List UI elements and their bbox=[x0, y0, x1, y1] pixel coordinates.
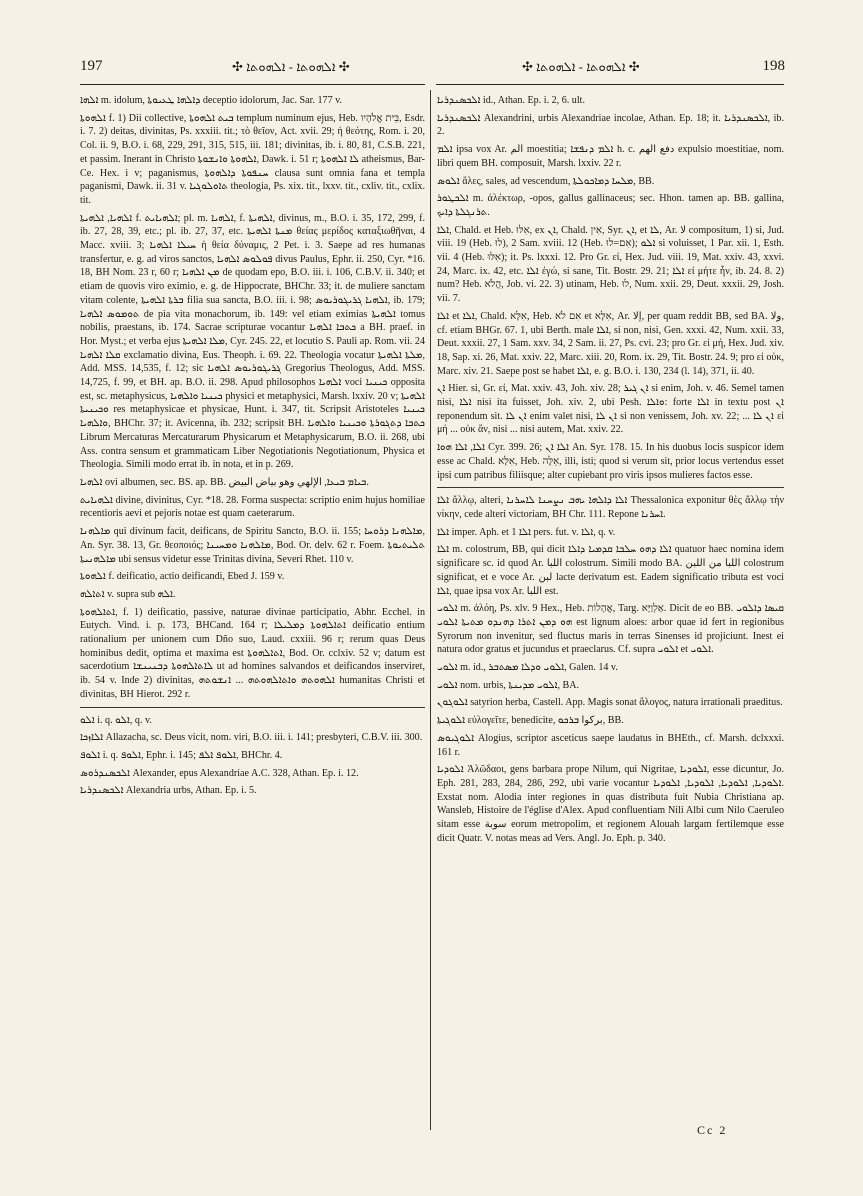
dictionary-entry: ܐܠܐ m. colostrum, BB, qui dicit ܐܠܐ ܕܗܘ ܚܠܒܐ ܩܕܡܝܐ ܕܐܠܐ quatuor haec nomina idem significare sc. id quod Ar. اللبا colostrum. Simili modo BA. اللبا من اللبن colostrum significat, et e voce Ar. لبن lacte derivatum est. Eadem significatio tributa est voci ܐܠܐ, quae ipsa vox Ar. اللبا est. bbox=[437, 544, 784, 597]
running-head-left: ✣ ܐܠܗܘܬܐ - ܐܠܗܘܬܐ ✣ bbox=[232, 59, 350, 74]
dictionary-entry: ܐܠܐ imper. Aph. et ܐܠܐ 1 pers. fut. v. ܐܠܐ, q. v. bbox=[437, 526, 616, 538]
page-number-right: 198 bbox=[762, 58, 785, 74]
dictionary-entry: ܐܠܘ i. q. ܐܠܘ, q. v. bbox=[80, 714, 152, 726]
dictionary-entry: ܐܠܡ ipsa vox Ar. الم moestitia; ܐܠܡ ܕܢܦܫܐ h. c. دفع الهم expulsio moestitiae, nom. libri quem BH. composuit, Marsh. lxxiv. 22 r. bbox=[437, 144, 784, 169]
dictionary-entry: ܐܠܘܦ i. q. ܐܠܘܦ, Ephr. i. 145; ܐܠܘܦ ܐܠܦ, BHChr. 4. bbox=[80, 749, 283, 761]
dictionary-entry: ܐܠܟܛܘܪ m. ἀλέκτωρ, -opos, gallus gallinaceus; sec. Hhon. tamen ap. BB. gallina, ܬܪܢܓܠܬܐ ܕܐܝܟ. bbox=[437, 193, 784, 218]
dictionary-entry: ܐܠܐ, Chald. et Heb. אִלּוּ, ex ܐܢ, Chald. אִין, Syr. ܐܢ, et ܠܐ, Ar. لا compositum, 1) si, Jud. viii. 19 (Heb. לוּ), 2 Sam. xviii. 12 (Heb. אִם=לוּ); ܐܠܘ si voluisset, 1 Par. xii. 1, Esth. vii. 4 (Heb. אִלּוּ); it. Ps. lxxxi. 12. Pro Gr. εἰ, Hex. Jud. viii. 19, Mat. xxiv. 43, xxvi. 24, Marc. ix. 42, etc. ܐܠܐ ἐγώ, si sane, Tit. Bostr. 29. 21; ܐܠܐ εἰ μήτε ἦν, ib. 24. 8. 2) num? Heb. הֲלֹא, Job. vi. 22. 3) utinam, Heb. לוּ, Num. xxii. 29, Deut. xxxii. 29, Josh. vii. 7. bbox=[437, 224, 784, 305]
dictionary-entry: ܡܐܠܗܢܐ qui divinum facit, deificans, de Spiritu Sancto, B.O. ii. 155; ܡܐܠܗܢܐ ܕܪܘܚܐ, An. Syr. 38. 13, Gr. θεοποιός; ܡܐܠܗܢܐ ܘܡܚܝܢܐ, Bod. Or. delv. 62 r. Foem. ܬܠܝܬܝܘܬܐ ܡܐܠܗܢܝܬܐ ubi sensus videtur esse Trinitas divina, Severi Rhet. 110 v. bbox=[80, 526, 425, 565]
dictionary-entry: ܐܠܟܣܢܕܪܝܐ Alexandria urbs, Athan. Ep. i. 5. bbox=[80, 785, 257, 797]
dictionary-entry: ܐܠܗܘܬܐ f. deificatio, actio deificandi, Ebed J. 159 v. bbox=[80, 571, 285, 583]
dictionary-entry: ܐܠܟܣܢܕܪܘܣ Alexander, epus Alexandriae A.C. 328, Athan. Ep. i. 12. bbox=[80, 767, 359, 779]
dictionary-entry: ܐܠܘܓܘܢ satyrion herba, Castell. App. Magis sonat ἄλογος, natura irrationali praeditus. bbox=[437, 697, 783, 709]
dictionary-entry: ܐܠܗܝܐ ovi albumen, sec. BS. ap. BB. ܒܝܐܡ ܒܝܥܐ, الإلهي وهو بياض البيض. bbox=[80, 476, 369, 488]
dictionary-entry: ܐܠܘܝ nom. urbis, ܐܠܘܝ ܡܕܝܢܬܐ, BA. bbox=[437, 679, 580, 691]
dictionary-entry: ܐܠܐ ἄλλῳ, alteri, ܐܠܐ ܕܐܠܗܐ ܝܗܒ ܢܨܚܢܐ ܠܐܚܪܢܐ Thessalonica exponitur θὲς ἄλλῳ τὴν νίκην, cede alteri victoriam, BH Chr. 111. Repone ܐܚܪܢܐ. bbox=[437, 495, 784, 520]
header-rule-left bbox=[80, 84, 425, 85]
dictionary-entry: ܐܠܐ, ܐܠܐ ܗܘܐ Cyr. 399. 26; ܐܠܐ ܐܢ An. Syr. 178. 15. In his duobus locis suspicor idem esse ac Chald. אִלָּא, Heb. אֵלֶּה, illi, isti; quod si verum sit, prior locus vertendus esset ipsi cum patribus filiisque; alter cupiebant pro viris ipsos mulieres factos esse. bbox=[437, 442, 784, 481]
dictionary-entry: ܐܬܐܠܗܘܬܐ, f. 1) deificatio, passive, naturae divinae participatio, Abhr. Ecchel. in Eutych. Vind. i. p. 173, BHCand. 164 r; ܐܬܐܠܗܘܬܐ ܕܡܠܝܠܐ deificatio entium rationalium per unionem cum Dño suo, Laud. cxxiii. 96 r; rerum quas Deus hominibus dedit, optima et maxima est ܐܬܐܠܗܘܬܐ, Bod. Or. cclxiv. 52 v; datum est sacerdotium ܠܐܬܐܠܗܘܬܐ ܕܒܢܝܢܫܐ ut ad homines salvandos et deificandos inserviret, ib. 54 v. Inde 2) divinitas, ܐܠܗܘܬܗ ܘܐܬܐܠܗܘܬܗ ... ܐܢܫܘܬܗ humanitas Christi et divinitas, BH Hierot. 292 r. bbox=[80, 606, 425, 700]
dictionary-entry: ܐܠܗܝܐ, ܐܠܗܝܬܐ f. ܐܠܗܝܐܝܬ; pl. m. ܐܠܗܝܐ, f. ܐܠܗܝܬܐ, divinus, m., B.O. i. 35, 172, 299, f. ib. 27, 28, 39, etc.; pl. ib. 27, 37, etc. ܡܢܬܐ ܐܠܗܝܬܐ θείας μερίδος καταξιωθῆναι, 4 Macc. xviii. 3; ܚܝܠܐ ܐܠܗܝܐ ἡ θεία δύναμις, 2 Pet. i. 3. Saepe ad res humanas transfertur, e. g. ad viros sanctos, ܦܘܠܘܣ ܐܠܗܝܐ divus Paulus, Ephr. ii. 250, Cyr. *16. 18, BH Nom. 23 r, 60 r; ܡܢ ܐܠܗܝܐ de quodam epo, B.O. iii. i. 106, C.B.V. ii. 340; et etiam de quovis viro eximio, e. g. de Hippocrate, BHChr. 33; it. de muliere sanctam vitam colente, ܒܪܬܐ ܐܠܗܝܬܐ filia sua sancta, B.O. iii. i. 98; ܐܠܗܝܐ ܓܪܝܓܘܪܝܘܣ, ib. 179; ܬܘܡܘܣ ܐܠܗܝܐ de pia vita monachorum, ib. 149: vel etiam eximias ܐܠܗܝܬܐ tomus nobilis, praestans, ib. 174. Sacrae scripturae vocantur ܟܬܒܐ ܐܠܗܝܐ a BH. praef. in Hor. Myst.; et verba ejus ܡܠܐ ܐܠܗܝܬܐ, Cyr. 245. 22, et locutio S. Pauli ap. Rom. vii. 24 ܩܠܐ ܐܠܗܝܐ exclamatio divina, Eus. Theoph. i. 69. 22. Theologia vocatur ܡܠܬܐ ܐܠܗܝܬܐ, Add. MSS. 14,535, f. 12; sic ܓܪܝܓܘܪܝܘܣ ܐܠܗܝܐ Gregorius Theologus, Add. MSS. 14,725, f. 99, et BH. ap. B.O. ii. 298. Apud philosophos ܐܠܗܝܐ voci ܟܝܢܝܐ opposita est, sc. metaphysicus, ܟܝܢܝܐ ܘܐܠܗܝܐ physici et metaphysici, Marsh. lxxiv. 20 v; ܐܠܗܝܬܐ ܘܟܝܢܝܬܐ res metaphysicae et physicae, Hunt. i. 347, tit. Scripsit Aristoteles ܟܝܢܝܐ ܘܐܠܗܝܐ, BHChr. 37; it. Avicenna, ib. 232; scripsit BH. ܟܬܒܐ ܕܬܓܘܪܬܐ ܘܟܝܢܝܐ ܘܐܠܗܝܐ Librum Mercaturas Mercaturarum Physicarum et Metaphysicarum, B.O. ii. 268, ubi Ass. contra sensum et grammaticam Liber Negotiationis Negotiationum, Physica et Theologia. Simili modo errat ib. in nota, et in p. 269. bbox=[80, 212, 425, 471]
section-divider bbox=[437, 487, 784, 488]
left-column bbox=[80, 94, 425, 1144]
section-divider bbox=[80, 707, 425, 708]
dictionary-entry: ܐܠܐܙܟܐ Allazacha, sc. Deus vicit, nom. viri, B.O. iii. i. 141; presbyteri, C.B.V. iii. 300. bbox=[80, 732, 423, 744]
dictionary-entry: ܐܠܘܓܝܬܐ εὐλογεῖτε, benedicite, بركوا ܒܪܟܘ, BB. bbox=[437, 715, 624, 727]
column-separator bbox=[430, 90, 431, 1130]
dictionary-entry: ܐܠܘܕܝܐ Ἀλῶδαοι, gens barbara prope Nilum, qui Nigritae, ܐܠܘܕܝܐ, esse dicuntur, Jo. Eph. 281, 283, 284, 286, 292, ubi varie vocantur ܐܠܘܕܝܐ, ܐܠܘܕܝܐ, ܐܠܘܕܝܐ, ܐܠܘܕܝܐ. Exstat nom. Alodia inter regiones in quas distributa fuit Nubia Christiana ap. Wansleb, Histoire de l'église d'Alex. Apud confluentiam Nili Albi cum Nilo Caeruleo sitam esse سوبة eorum metropolim, et regionem Alouah largam fertilemque esse dicit Quatr. V. notas meas ad Vers. Angl. Jo. Eph. p. 340. bbox=[437, 764, 784, 844]
dictionary-entry: ܐܠܘܝ m. id., ܐܠܘܝ ܘܕܠܐ ܡܣܬܒܪ, Galen. 14 v. bbox=[437, 662, 618, 674]
page-number-left: 197 bbox=[80, 58, 103, 74]
dictionary-entry: ܐܠܘܣ ἅλες, sales, ad vescendum, ܡܠܚܐ ܕܡܐܟܘܠܬܐ, BB. bbox=[437, 175, 655, 187]
right-column bbox=[437, 94, 784, 1144]
dictionary-entry: ܐܠܗܐ m. idolum, ܕܐܠܗܐ ܛܥܝܘܬܐ deceptio idolorum, Jac. Sar. 177 v. bbox=[80, 95, 343, 106]
running-head-right: ✣ ܐܠܗܘܬܐ - ܐܠܗܘܬܐ ✣ bbox=[522, 59, 640, 74]
signature-mark: Cc 2 bbox=[697, 1123, 728, 1137]
dictionary-entry: ܐܠܘܝ m. ἀλόη, Ps. xlv. 9 Hex., Heb. אֲהָלוֹת, Targ. אַלְוַיָּא. Dicit de eo BB. ܩܝܣܐ ܕܐܠܘܝ ܗܘ ܕܡܢ ܐܬܪܐ ܕܗܢܕܘ ܡܬܝܬܐ ܐܠܘܝ est lignum aloes: arbor quae id fert in regionibus Syrorum non invenitur, sed fluctus maris in terras Sinenses id projiciunt. Inest ei natura odor gratus et jucundus et praeclarus. Cf. supra ܐܠܘܝ et ܐܠܘܝ. bbox=[437, 603, 784, 656]
dictionary-entry: ܐܠܘܓܝܘܣ Alogius, scriptor asceticus saepe laudatus in BHEth., cf. Marsh. dclxxxi. 161 r. bbox=[437, 732, 784, 758]
dictionary-entry: ܐܠܟܣܢܕܪܝܐ id., Athan. Ep. i. 2, 6. ult. bbox=[437, 95, 585, 106]
dictionary-entry: ܐܢ Hier. si, Gr. εἰ, Mat. xxiv. 43, Joh. xiv. 28; ܐܢ ܓܝܪ si enim, Joh. v. 46. Semel tamen nisi, ܐܠܐ nisi ita fuisset, Joh. xiv. 2, ubi Pesh. ܘܐܠܐ: forte ܐܠܐ in textu post ܐܢ reponendum sit. ܐܢ ܠܐ enim valet nisi, ܐܢ ܠܐ si non venissem, Joh. xv. 22; ... ܐܢ ܠܐ εἰ μή ... οὐκ ἄν, nisi ... nisi autem, Mat. xxiv. 22. bbox=[437, 383, 784, 436]
dictionary-entry: ܐܠܐ et ܐܠܐ, Chald. אִלָּא, Heb. אִם לֹא et אִלָּא, Ar. إلا, per quam reddit BB, sed BA. ولا, cf. etiam BHGr. 67. 1, ubi Berth. male ܐܠܐ, si non, nisi, Gen. xxxi. 42, Num. xxii. 33, Deut. xxxii. 27, 1 Sam. xxv. 34, 2 Sam. ii. 27, Ps. cvi. 23; pro Gr. εἰ μή, Hex. Jud. xiv. 18, Sap. xi. 26, Mat. xxiv. 22, Marc. xiii. 20, Rom. ix. 29, Tit. Bostr. 24. 9; pro εἰ οὐκ, Marc. xiv. 21. Saepe post se habet ܐܠܐ, e. g. B.O. i. 130, 234 (l. 14), 371, ii. 40. bbox=[437, 310, 784, 377]
dictionary-entry: ܐܬܐܠܗ v. supra sub ܐܠܗ. bbox=[80, 588, 176, 600]
dictionary-entry: ܐܠܗܘܬܐ f. 1) Dii collective, ܒܝܬ ܐܠܗܘܬܐ templum numinum ejus, Heb. בֵּית אֱלֹהָיו, Esdr. i. 7. 2) deitas, divinitas, Ps. xxxiii. tit.; τὸ θεῖον, Act. xvii. 29; ἡ θεότης, Rom. i. 20, Col. ii. 9, B.O. i. 68, 229, 291, 315, 515, iii. 181; divinitas, ib. i. 80, 81, C.S.B. 221, et passim. Inerant in Christo ܐܠܗܘܬܐ ܘܐܢܫܘܬܐ, Dawk. i. 51 r; ܠܐ ܐܠܗܘܬܐ atheismus, Bar-Ce. Hex. i v; paganismus, ܚܢܦܘܬܐ ܕܐܠܗܘܬܐ clausa sunt omnia fana et templa paganismi, Dawk. ii. 31 v. ܬܐܘܠܘܓܝܐ theologia, Ps. xix. tit., lxxv. tit., cxliv. tit., cxlix. tit. bbox=[80, 112, 425, 206]
dictionary-entry: ܐܠܟܣܢܕܪܝܐ Alexandrini, urbis Alexandriae incolae, Athan. Ep. 18; it. ܐܠܟܣܢܕܪܝܐ, ib. 2. bbox=[437, 112, 784, 138]
page-header bbox=[0, 58, 863, 82]
dictionary-entry: ܐܠܗܝܐܝܬ divine, divinitus, Cyr. *18. 28. Forma suspecta: scriptio enim hujus homiliae recentioris aevi et pejoris notae est quam caeterarum. bbox=[80, 494, 425, 520]
header-rule-right bbox=[436, 84, 784, 85]
